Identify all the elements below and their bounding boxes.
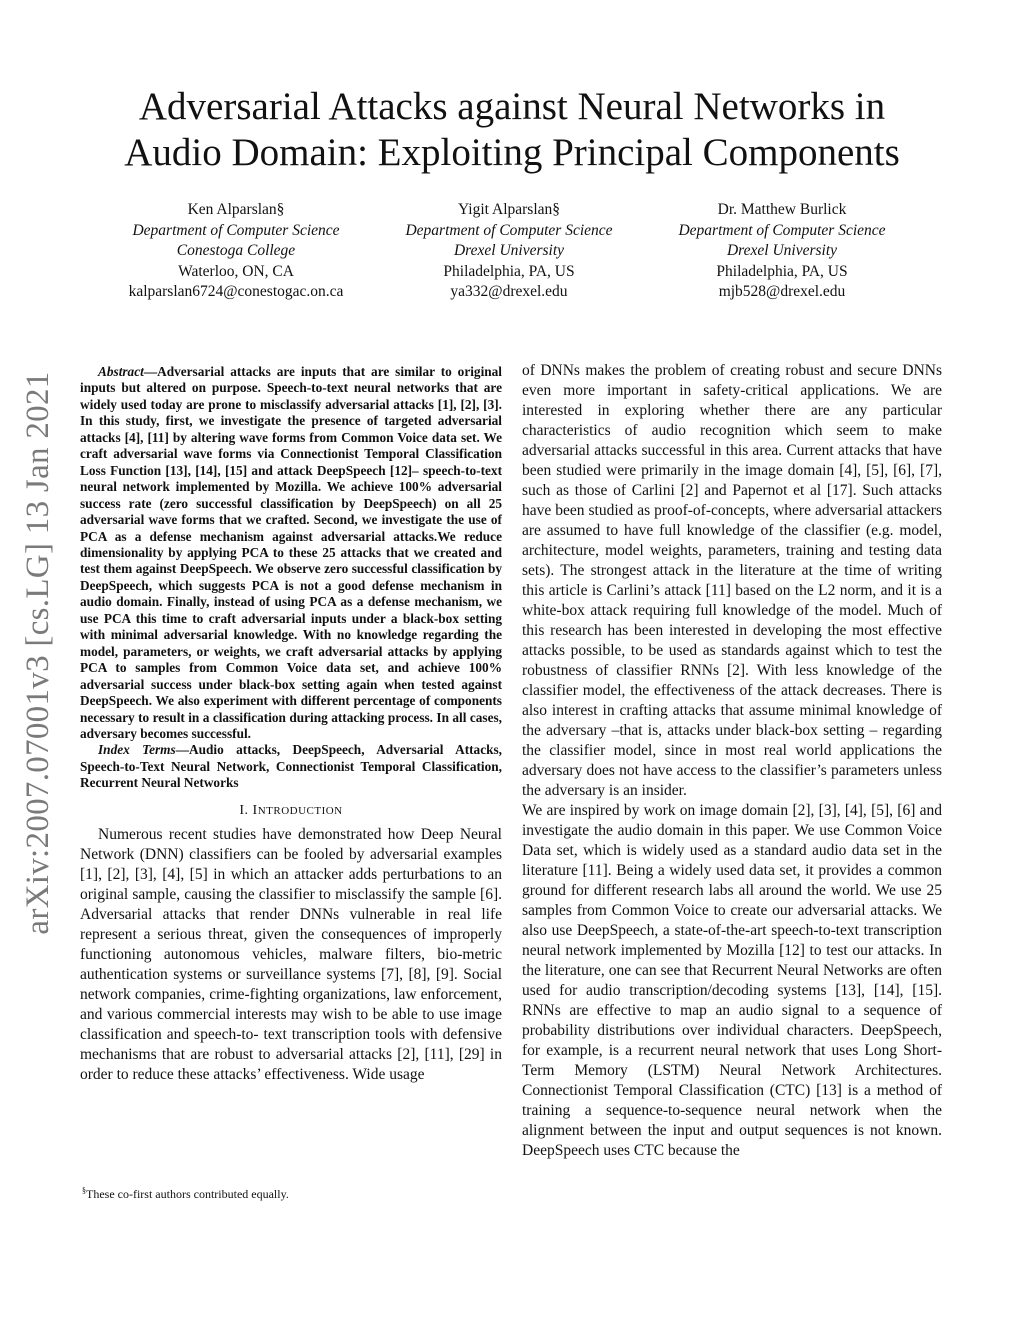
- right-column: [522, 361, 942, 1161]
- author-organization: Drexel University: [726, 242, 838, 259]
- index-terms: [80, 742, 502, 791]
- paper-title: [0, 84, 1024, 176]
- author-block-3: [632, 200, 932, 303]
- author-department: Department of Computer Science: [678, 221, 886, 239]
- section-number: I.: [239, 802, 253, 818]
- abstract-label: Abstract: [98, 364, 144, 379]
- author-organization: Conestoga College: [176, 242, 296, 259]
- author-name: Dr. Matthew Burlick: [717, 201, 847, 218]
- intro-paragraph: Numerous recent studies have demonstrated how Deep Neural Network (DNN) classifiers can be fooled by adversarial examples [1], [2], [3], [4], [5] in which an attacker adds perturbations to an original sample, causing the classifier to misclassify the sample [6]. Adversarial attacks that render DNNs vulnerable in real life represent a serious threat, given the consequences of improperly functioning autonomous vehicles, malware filters, bio-metric authentication systems or surveillance systems [7], [8], [9]. Social network companies, crime-fighting organizations, law enforcement, and various commercial interests may wish to be able to use image classification and speech-to- text transcription tools with defensive mechanisms that are robust to adversarial attacks [2], [11], [29] in order to reduce these attacks’ effectiveness. Wide usage: [80, 825, 502, 1083]
- author-email[interactable]: kalparslan6724@conestogac.on.ca: [128, 283, 344, 300]
- footnote: [82, 1186, 289, 1202]
- abstract: [80, 364, 502, 742]
- section-title-rest: NTRODUCTION: [257, 804, 343, 817]
- author-department: Department of Computer Science: [132, 221, 340, 239]
- author-organization: Drexel University: [453, 242, 565, 259]
- title-line-1: Adversarial Attacks against Neural Networks in: [138, 85, 886, 128]
- author-location: Philadelphia, PA, US: [443, 262, 575, 280]
- left-column: [80, 364, 502, 1085]
- author-email[interactable]: mjb528@drexel.edu: [718, 283, 846, 300]
- title-line-2: Audio Domain: Exploiting Principal Components: [124, 131, 900, 174]
- abstract-text: —Adversarial attacks are inputs that are similar to original inputs but altered on purpose. Speech-to-text neural networks that are widely used today are prone to misclassify adversarial attacks [1], [2], [3]. In this study, first, we investigate the presence of targeted adversarial attacks [4], [11] by altering wave forms from Common Voice data set. We craft adversarial wave forms via Connectionist Temporal Classification Loss Function [13], [14], [15] and attack DeepSpeech [12]– speech-to-text neural network implemented by Mozilla. We achieve 100% adversarial success rate (zero successful classification by DeepSpeech) on all 25 adversarial wave forms that we crafted. Second, we investigate the use of PCA as a defense mechanism against adversarial attacks.We reduce dimensionality by applying PCA to these 25 attacks that we created and test them against DeepSpeech. We observe zero successful classification by DeepSpeech, which suggests PCA is not a good defense mechanism in audio domain. Finally, instead of using PCA as a defense mechanism, we use PCA this time to craft adversarial inputs under a black-box setting with minimal adversarial knowledge. With no knowledge regarding the model, parameters, or weights, we craft adversarial attacks by applying PCA to samples from Common Voice data set, and achieve 100% adversarial success under black-box setting again when tested against DeepSpeech. We also experiment with different percentage of components necessary to result in a classification during attacking process. In all cases, adversary becomes successful.: [80, 364, 502, 741]
- footnote-mark: §: [82, 1186, 86, 1195]
- right-paragraph-2: We are inspired by work on image domain [2], [3], [4], [5], [6] and investigate the audio domain in this paper. We use Common Voice Data set, which is widely used as a standard audio data set in the literature [11]. Being a widely used data set, it provides a common ground for different research labs all around the world. We use 25 samples from Common Voice to create our adversarial attacks. We also use DeepSpeech, a state-of-the-art speech-to-text transcription neural network implemented by Mozilla [12] to test our attacks. In the literature, one can see that Recurrent Neural Networks are often used for audio transcription/decoding systems [13], [14], [15]. RNNs are effective to map an audio signal to a sequence of probability distributions over individual characters. DeepSpeech, for example, is a recurrent neural network that uses Long Short-Term Memory (LSTM) Neural Network Architectures. Connectionist Temporal Classification (CTC) [13] is a method of training a sequence-to-sequence neural network when the alignment between the input and output sequences is not known. DeepSpeech uses CTC because the: [522, 802, 942, 1159]
- section-heading-introduction: [80, 803, 502, 819]
- author-name: Ken Alparslan§: [187, 201, 285, 218]
- author-location: Waterloo, ON, CA: [178, 262, 294, 280]
- author-name: Yigit Alparslan§: [457, 201, 561, 218]
- author-block-2: [359, 200, 659, 303]
- right-paragraph-1: of DNNs makes the problem of creating robust and secure DNNs even more important in safety-critical applications. We are interested in exploring whether there are any particular characteristics of audio recognition which seem to make adversarial attacks successful in this area. Current attacks that have been studied were primarily in the image domain [4], [5], [6], [7], such as those of Carlini [2] and Papernot et al [17]. Such attacks have been studied as proof-of-concepts, where adversarial attackers are assumed to have full knowledge of the classifier (e.g. model, architecture, model weights, parameters, training and testing data sets). The strongest attack in the literature at the time of writing this article is Carlini’s attack [11] based on the L2 norm, and it is a white-box attack requiring full knowledge of the model. Much of this research has been interested in developing the most effective attacks possible, to be used as standards against which to test the robustness of classifier RNNs [2]. With less knowledge of the classifier model, the effectiveness of the attack decreases. There is also interest in crafting attacks that assume minimal knowledge of the adversary –that is, attacks under black-box setting – regarding the classifier model, since in most real world applications the adversary does not have access to the classifier’s parameters unless the adversary is an insider.: [522, 362, 942, 799]
- author-location: Philadelphia, PA, US: [716, 262, 848, 280]
- footnote-text: These co-first authors contributed equally.: [86, 1187, 289, 1201]
- author-department: Department of Computer Science: [405, 221, 613, 239]
- section-title-initial: I: [252, 802, 258, 818]
- index-terms-text: —Audio attacks, DeepSpeech, Adversarial Attacks, Speech-to-Text Neural Network, Connectionist Temporal Classification, Recurrent Neural Networks: [80, 742, 502, 791]
- index-terms-label: Index Terms: [98, 742, 176, 758]
- author-block-1: [86, 200, 386, 303]
- arxiv-stamp: arXiv:2007.07001v3 [cs.LG] 13 Jan 2021: [20, 371, 56, 935]
- author-email[interactable]: ya332@drexel.edu: [450, 283, 568, 300]
